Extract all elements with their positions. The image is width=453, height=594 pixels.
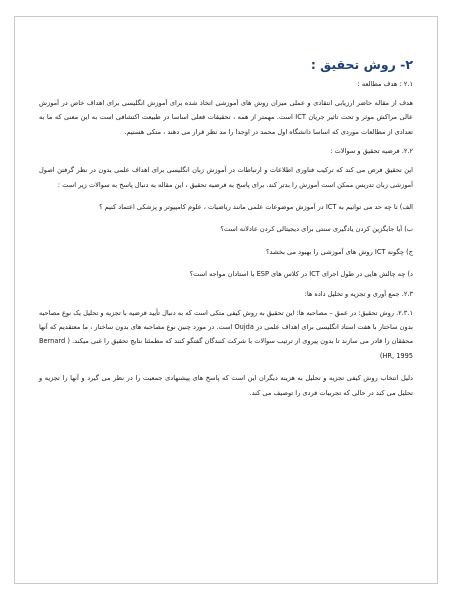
subsection-heading: ۲.۳. جمع آوری و تجزیه و تحلیل داده ها: bbox=[304, 289, 413, 298]
subsection-heading: ۲.۲. فرضیه تحقیق و سوالات : bbox=[330, 147, 413, 156]
paragraph: ۲.۳.۱. روش تحقیق: در عمق – مصاحبه ها: این تحقیق به روش کیفی متکی است که به دنبال تأیید فرضیه با تجزیه و تحلیل یک نوع مصاحبه بدون ساختار با هفت استاد انگلیسی برای اهداف علمی در Oujda است. در مورد چنین نوع مصاحبه های بدون ساختار ، ما معتقدیم که آنها محققان را قادر می سازند تا بدون پیروی از ترتیب سوالات با شرکت کنندگان گفتگو کنند که مطمئنا نتایج تحقیق را غنی میکند. ( Bernard (HR, 1995 bbox=[39, 308, 413, 360]
question-item: ب) آیا جایگزین کردن یادگیری سنتی برای دیجیتالی کردن عادلانه است؟ bbox=[220, 225, 413, 234]
document-page bbox=[14, 16, 438, 584]
paragraph: این تحقیق فرض می کند که ترکیب فناوری اطلاعات و ارتباطات در آموزش زبان انگلیسی برای اهداف علمی بدون در نظر گرفتن اصول آموزشی زبان تدریس ممکن است آموزش را بدتر کند. برای پاسخ به فرضیه تحقیق ، این مقاله به دنبال پاسخ به سوالات زیر است : bbox=[39, 166, 413, 189]
question-item: الف) تا چه حد می توانیم به ICT در آموزش موضوعات علمی مانند ریاضیات ، علوم کامپیوتر و پزشکی اعتماد کنیم ؟ bbox=[99, 203, 413, 212]
section-title: ۲- روش تحقیق : bbox=[310, 57, 413, 72]
paragraph: هدف از مقاله حاضر ارزیابی انتقادی و عملی میزان روش های آموزشی اتخاذ شده برای آموزش انگلیسی برای اهداف خاص در آموزش عالی مراکش موثر و تحت تاثیر جریان ICT است. مهمتر از همه ، تحقیقات فعلی اساسا در طبیعت اکتشافی است به این معنی که ما به تعدادی از مطالعات موردی که اساسا دانشگاه اول محمد در اوجدا را مد نظر قرار می دهند ، متکی هستیم. bbox=[39, 99, 413, 136]
document-content bbox=[39, 57, 413, 408]
question-item: ج) چگونه ICT روش های آموزشی را بهبود می بخشد؟ bbox=[266, 247, 413, 256]
subsection-heading: ۲.۱ : هدف مطالعه : bbox=[357, 80, 413, 88]
paragraph: دلیل انتخاب روش کیفی تجزیه و تحلیل به هزینه دیگران این است که پاسخ های پیشنهادی جمعیت را در نظر می گیرد و آنها را تجزیه و تحلیل می کند در حالی که تجربیات فردی را توصیف می کند. bbox=[39, 374, 413, 397]
question-item: د) چه چالش هایی در طول اجرای ICT در کلاس های ESP با استادان مواجه است؟ bbox=[189, 270, 413, 279]
